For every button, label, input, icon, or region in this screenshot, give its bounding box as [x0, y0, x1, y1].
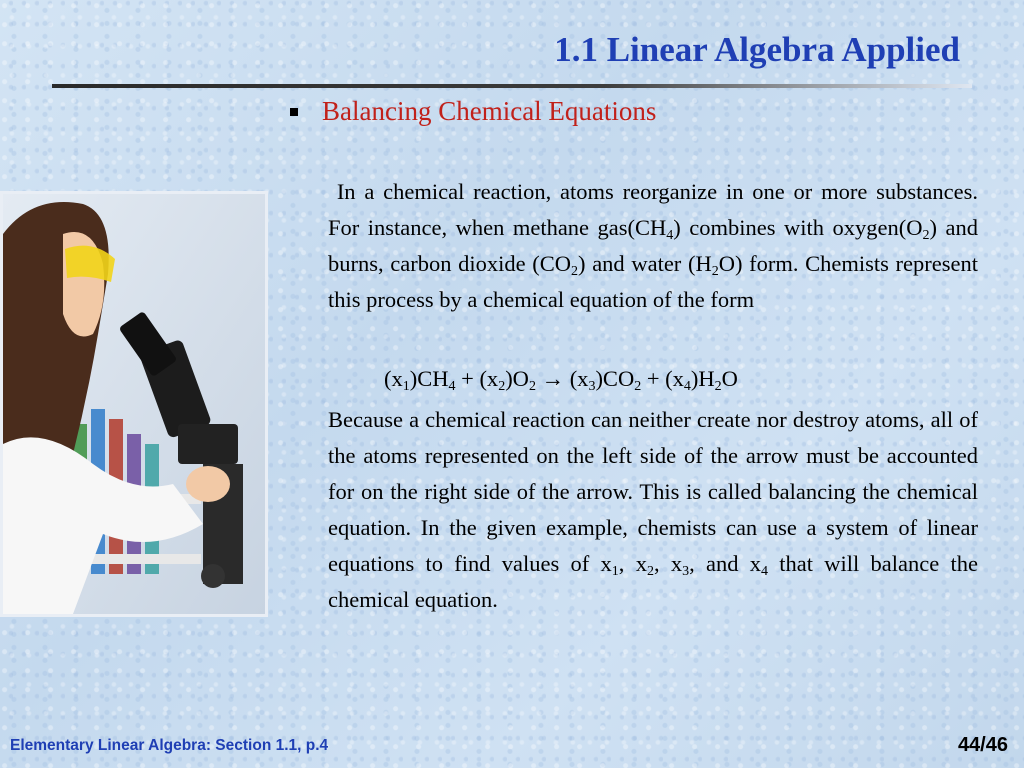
footer-source: Elementary Linear Algebra: Section 1.1, p.4	[10, 737, 329, 754]
chemist-illustration	[3, 194, 265, 614]
bullet-heading	[290, 96, 656, 127]
paragraph-explanation: Because a chemical reaction can neither create nor destroy atoms, all of the atoms represented on the left side of the arrow must be accounted for on the right side of the arrow. This is called balancing the chemical equation. In the given example, chemists can use a system of linear equations to find values of $x_1$, $x_2$, $x_3$, and $x_4$ that will balance the chemical equation.	[328, 407, 979, 612]
chemist-photo	[0, 191, 268, 617]
bullet-marker	[290, 108, 298, 116]
slide-title: 1.1 Linear Algebra Applied	[554, 30, 960, 69]
paragraph-intro: In a chemical reaction, atoms reorganize in one or more substances. For instance, when methane $gas(CH_4)$ combines with $oxygen(O_2)$ and burns, carbon dioxide $(CO_2)$ and water $(H_2O)$ form. Chemists represent this process by a chemical equation of the form	[328, 179, 978, 312]
page-number: 44/46	[957, 734, 1008, 756]
title-underline	[52, 84, 972, 88]
chemical-equation: $(x_1)CH_4 + (x_2)O_2 \to (x_3)CO_2 + (x_4)H_2O$	[384, 366, 738, 394]
bullet-text: Balancing Chemical Equations	[322, 96, 657, 126]
